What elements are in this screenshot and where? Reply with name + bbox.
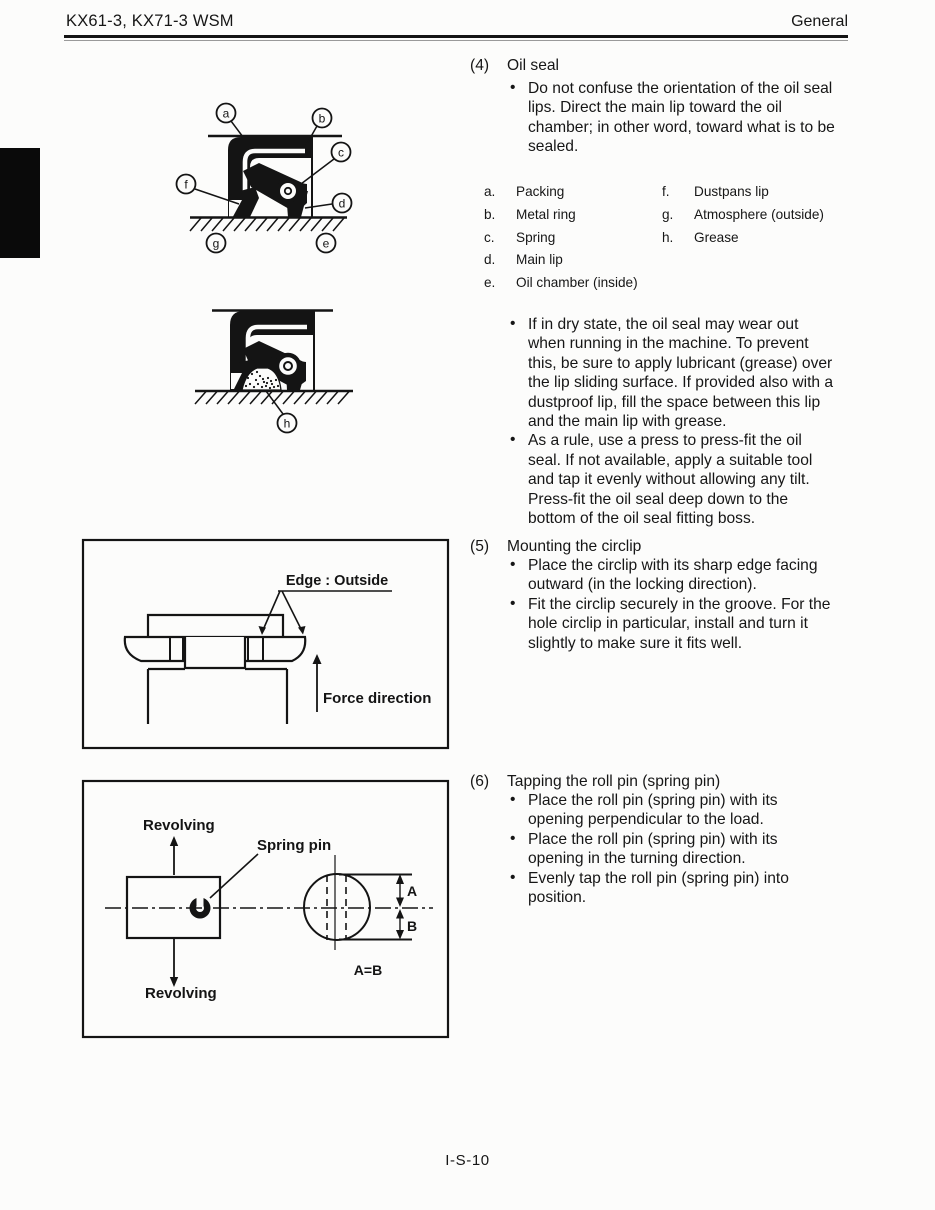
force-direction-label: Force direction — [323, 690, 432, 707]
circlip-drawing — [125, 573, 432, 724]
header-chapter-title: General — [791, 13, 848, 30]
dimension-b-label: B — [407, 918, 418, 934]
section-4-heading — [470, 56, 559, 75]
header-rule — [64, 35, 848, 38]
oil-seal-legend-col1 — [484, 181, 638, 295]
figure-spring-pin — [80, 778, 452, 1042]
figure-oil-seal-grease — [170, 290, 370, 445]
callout-g-label: g — [212, 236, 220, 251]
section-5-bullets — [503, 556, 835, 653]
callout-e-label: e — [322, 236, 330, 251]
legend-row: d. Main lip — [484, 252, 563, 268]
callout-a-label: a — [222, 106, 230, 121]
section-title: Tapping the roll pin (spring pin) — [507, 773, 721, 790]
section-4-intro-bullets — [503, 79, 835, 157]
section-number: (6) — [470, 773, 490, 790]
spring-pin-drawing — [105, 817, 433, 1002]
figure-oil-seal-top — [150, 90, 380, 265]
bullet-item: • Place the circlip with its sharp edge facing outward (in the locking direction). — [503, 556, 835, 595]
bullet-item: • Place the roll pin (spring pin) with its opening in the turning direction. — [503, 830, 835, 869]
dimension-equality-label: A=B — [353, 962, 383, 978]
edge-outside-label: Edge : Outside — [285, 573, 389, 589]
callout-f-label: f — [184, 177, 188, 192]
section-number: (4) — [470, 57, 490, 74]
callout-d-label: d — [338, 196, 346, 211]
legend-row: g. Atmosphere (outside) — [662, 206, 824, 222]
revolving-top-label: Revolving — [143, 817, 215, 834]
chapter-thumb-tab — [0, 148, 40, 258]
legend-row: f. Dustpans lip — [662, 184, 769, 199]
section-title: Oil seal — [507, 57, 559, 74]
bullet-item: • Evenly tap the roll pin (spring pin) into position. — [503, 869, 835, 908]
dimension-a-label: A — [407, 883, 418, 899]
legend-row: a. Packing — [484, 184, 565, 199]
bullet-item: • If in dry state, the oil seal may wear out when running in the machine. To prevent this, be sure to apply lubricant (grease) over the lip sliding surface. If provided also with a dustproof lip, fill the space between this lip and the main lip with grease. — [503, 315, 835, 431]
bullet-item: • As a rule, use a press to press-fit the oil seal. If not available, apply a suitable tool and tap it evenly without allowing any tilt. Press-fit the oil seal deep down to the bottom of the oil seal fitting boss. — [503, 431, 835, 528]
legend-row: h. Grease — [662, 229, 739, 245]
figure-circlip — [80, 535, 452, 755]
legend-row: b. Metal ring — [484, 206, 576, 222]
page-number: I-S-10 — [445, 1152, 490, 1169]
oil-seal-drawing — [190, 121, 347, 231]
section-title: Mounting the circlip — [507, 538, 642, 555]
header-model-title: KX61-3, KX71-3 WSM — [66, 12, 234, 30]
legend-row: c. Spring — [484, 229, 556, 245]
section-4-bullets — [503, 315, 835, 528]
spring-section — [277, 355, 299, 377]
section-5-heading — [470, 537, 641, 556]
section-number: (5) — [470, 538, 490, 555]
legend-row: e. Oil chamber (inside) — [484, 275, 638, 291]
header-rule-shadow — [64, 40, 848, 41]
callout-b-label: b — [318, 111, 326, 126]
bullet-item: • Place the roll pin (spring pin) with its opening perpendicular to the load. — [503, 791, 835, 830]
bullet-item: • Fit the circlip securely in the groove. For the hole circlip in particular, install and turn it slightly to make sure it fits well. — [503, 595, 835, 653]
oil-seal-grease-drawing — [195, 311, 353, 433]
section-6-bullets — [503, 791, 835, 907]
section-6-heading — [470, 772, 720, 791]
spring-section — [278, 181, 298, 201]
oil-seal-legend-col2 — [662, 181, 824, 249]
spring-pin-label: Spring pin — [257, 837, 332, 854]
revolving-bottom-label: Revolving — [145, 985, 217, 1002]
callout-h-label: h — [283, 416, 291, 431]
bullet-item: • Do not confuse the orientation of the oil seal lips. Direct the main lip toward the oil chamber; in other word, toward what is to be sealed. — [503, 79, 835, 157]
callout-c-label: c — [338, 145, 344, 160]
